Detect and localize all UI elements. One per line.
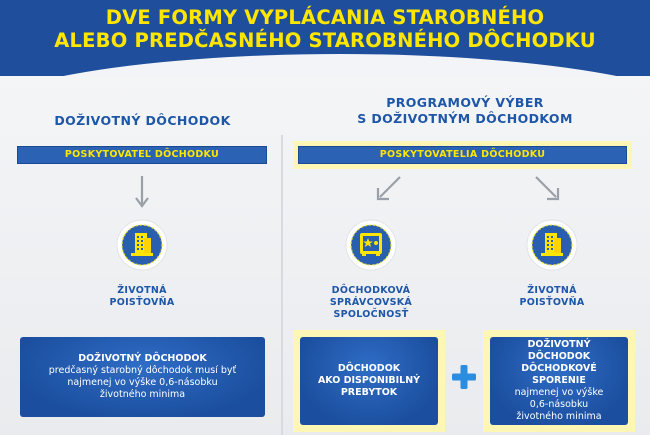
provider-2-box-line-3: životného minima: [516, 411, 602, 422]
left-column-title: DOŽIVOTNÝ DÔCHODOK: [54, 113, 231, 128]
right-provider-bar: POSKYTOVATELIA DÔCHODKU: [298, 146, 627, 164]
right-provider-1-label: [318, 285, 424, 321]
provider-2-result-box: [490, 337, 628, 425]
right-title-line-2: S DOŽIVOTNÝM DÔCHODKOM: [357, 111, 573, 126]
left-down-arrow-icon: [135, 176, 149, 210]
right-left-arrow-icon: [374, 174, 404, 204]
left-box-line-1: predčasný starobný dôchodok musí byť: [48, 365, 237, 376]
provider-1-label-line-3: SPOLOČNOSŤ: [333, 309, 409, 320]
left-result-box: [20, 337, 265, 417]
left-box-title: DOŽIVOTNÝ DÔCHODOK: [78, 353, 207, 364]
provider-1-box-line-1: DÔCHODOK: [337, 363, 401, 374]
left-provider-label: [92, 285, 192, 309]
left-provider-bar: POSKYTOVATEĽ DÔCHODKU: [17, 146, 267, 164]
provider-1-result-box: [300, 337, 438, 425]
provider-1-box-line-3: PREBYTOK: [340, 387, 398, 398]
left-box-line-3: životného minima: [99, 389, 186, 400]
header-curve: [0, 54, 650, 76]
provider-2-box-title-2: DÔCHODKOVÉ SPORENIE: [521, 363, 597, 386]
insurance-building-icon: [525, 218, 579, 272]
title-line-2: ALEBO PREDČASNÉHO STAROBNÉHO DÔCHODKU: [54, 29, 596, 52]
left-label-line-1: ŽIVOTNÁ: [117, 285, 167, 296]
right-right-arrow-icon: [532, 174, 562, 204]
pension-company-safe-icon: [344, 218, 398, 272]
page-title: [0, 6, 650, 52]
provider-2-box-line-1: najmenej vo výške: [514, 387, 604, 398]
header-banner: [0, 0, 650, 76]
right-provider-2-label: [502, 285, 602, 309]
plus-icon: [451, 364, 477, 390]
provider-2-box-line-2: 0,6-násobku: [529, 399, 589, 410]
column-divider: [281, 135, 283, 435]
provider-1-box-line-2: AKO DISPONIBILNÝ: [317, 375, 421, 386]
provider-2-box-title-1: DOŽIVOTNÝ DÔCHODOK: [527, 339, 591, 362]
right-column-title: [300, 95, 630, 127]
title-line-1: DVE FORMY VYPLÁCANIA STAROBNÉHO: [105, 6, 545, 29]
provider-1-label-line-1: DÔCHODKOVÁ: [331, 285, 411, 296]
insurance-building-icon: [115, 218, 169, 272]
provider-1-label-line-2: SPRÁVCOVSKÁ: [329, 297, 413, 308]
left-box-line-2: najmenej vo výške 0,6-násobku: [67, 377, 218, 388]
right-title-line-1: PROGRAMOVÝ VÝBER: [386, 95, 544, 110]
provider-2-label-line-2: POISŤOVŇA: [519, 297, 585, 308]
provider-2-label-line-1: ŽIVOTNÁ: [527, 285, 577, 296]
left-label-line-2: POISŤOVŇA: [109, 297, 175, 308]
